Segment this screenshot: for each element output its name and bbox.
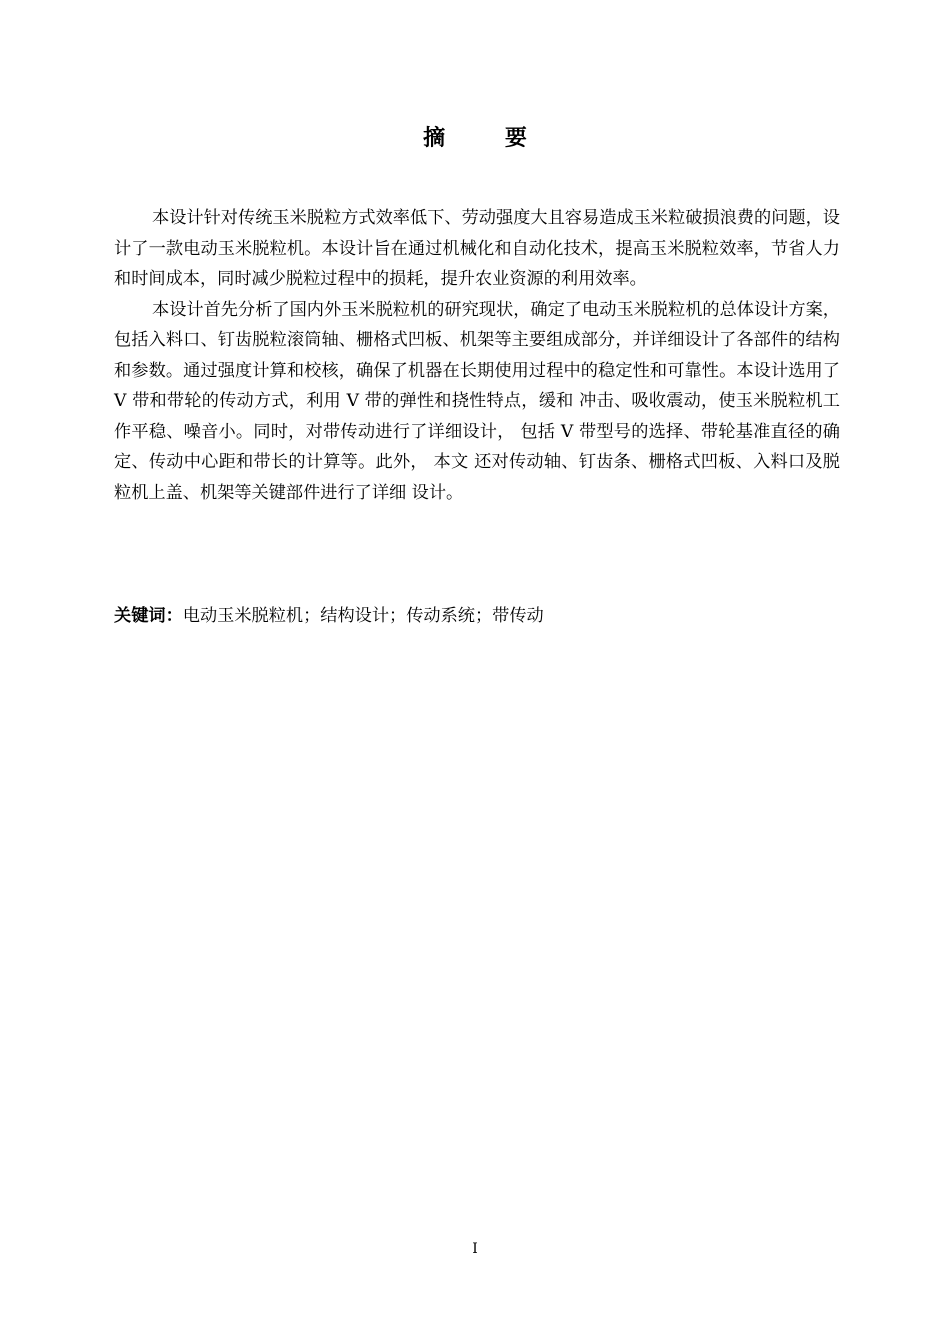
- abstract-paragraph-1: 本设计针对传统玉米脱粒方式效率低下、劳动强度大且容易造成玉米粒破损浪费的问题，设计了一款电动玉米脱粒机。本设计旨在通过机械化和自动化技术，提高玉米脱粒效率，节省人力和时间成本，同时减少脱粒过程中的损耗，提升农业资源的利用效率。: [114, 208, 840, 289]
- abstract-body: [114, 203, 840, 508]
- keywords-label: 关键词：: [114, 606, 183, 626]
- abstract-paragraph-2: 本设计首先分析了国内外玉米脱粒机的研究现状，确定了电动玉米脱粒机的总体设计方案，包括入料口、钉齿脱粒滚筒轴、栅格式凹板、机架等主要组成部分，并详细设计了各部件的结构和参数。通过强度计算和校核，确保了机器在长期使用过程中的稳定性和可靠性。本设计选用了 V 带和带轮的传动方式，利用 V 带的弹性和挠性特点，缓和 冲击、吸收震动，使玉米脱粒机工作平稳、噪音小。同时，对带传动进行了详细设计， 包括 V 带型号的选择、带轮基准直径的确定、传动中心距和带长的计算等。此外， 本文 还对传动轴、钉齿条、栅格式凹板、入料口及脱粒机上盖、机架等关键部件进行了详细 设计。: [114, 299, 840, 503]
- keywords-value: 电动玉米脱粒机；结构设计；传动系统；带传动: [182, 606, 544, 626]
- keywords-line: [114, 601, 840, 631]
- page-number: I: [472, 1241, 478, 1257]
- abstract-title: 摘 要: [423, 126, 553, 151]
